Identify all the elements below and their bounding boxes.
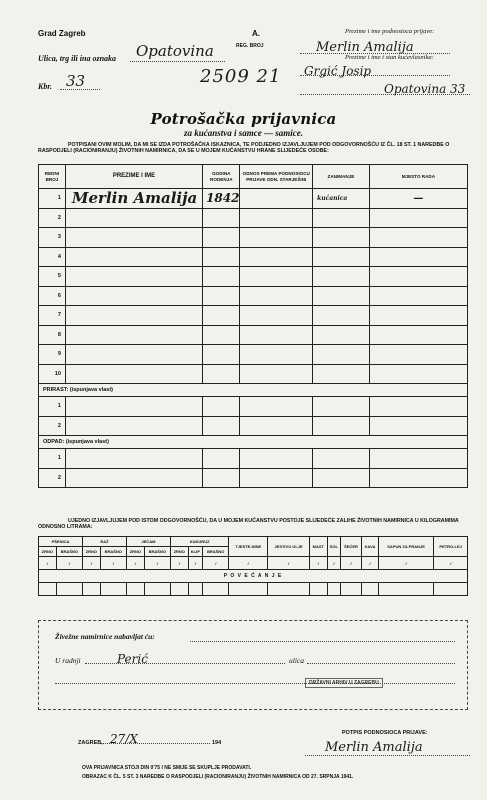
zagreb-label: ZAGREB, bbox=[78, 740, 103, 746]
date-field bbox=[100, 730, 210, 744]
applicant-name-value: Merlin Amalija bbox=[316, 40, 414, 55]
header-relation: ODNOS PREMA PODNOSIOCU PRIJAVE ODN. STARJEŠINI bbox=[240, 165, 313, 189]
person-name bbox=[65, 189, 202, 209]
row-number: 2 bbox=[39, 416, 66, 436]
table-row bbox=[39, 189, 468, 209]
registration-number: 2509 21 bbox=[200, 66, 282, 87]
row-number: 1 bbox=[39, 397, 66, 417]
stock-group: TJESTE-NINE bbox=[229, 537, 268, 557]
row-number: 2 bbox=[39, 208, 66, 228]
street-value: Opatovina bbox=[136, 42, 214, 60]
table-row bbox=[39, 228, 468, 248]
price-note: OVA PRIJAVNICA STOJI DIN 0'75 I NE SMIJE SE SKUPLJE PRODAVATI. bbox=[82, 765, 252, 771]
table-row bbox=[39, 449, 468, 469]
table-row bbox=[39, 286, 468, 306]
landlord-field bbox=[300, 62, 450, 76]
stock-subheader: ZRNO bbox=[39, 547, 57, 557]
person-name-value: Merlin Amalija bbox=[71, 189, 198, 208]
store-value: Perić bbox=[117, 652, 148, 666]
applicant-name-label: Prezime i ime podnosioca prijave: bbox=[345, 28, 435, 35]
row-number: 10 bbox=[39, 364, 66, 384]
row-number: 2 bbox=[39, 468, 66, 488]
table-row bbox=[39, 468, 468, 488]
row-number: 8 bbox=[39, 325, 66, 345]
house-number-field bbox=[60, 72, 100, 90]
table-row bbox=[39, 364, 468, 384]
povecanje-label: P O V E Ć A N J E bbox=[39, 570, 468, 583]
stock-group: RAŽ bbox=[82, 537, 126, 547]
stock-subheader: BRAŠNO bbox=[144, 547, 170, 557]
occupation-value: kućanica bbox=[317, 194, 348, 202]
stock-group: PŠENICA bbox=[39, 537, 83, 547]
table-row bbox=[39, 325, 468, 345]
table-row bbox=[39, 247, 468, 267]
stock-group: KUKURUZ bbox=[170, 537, 228, 547]
reg-broj-label: REG. BROJ bbox=[236, 43, 264, 49]
intro-text: POTPISANI OVIM MOLIM, DA MI SE IZDA POTROŠAČKA ISKAZNICA, TE PODJEDNO IZJAVLJUJEM POD ODGOVORNOŠĆU IZ ČL. 18 ST. 1 NAREDBE O RASPODJELI (RACIONIRANJU) ŽIVOTNIH NAMIRNICA, DA SE U MOJEM KUĆANSTVU HRANE SLIJEDEĆE OSOBE: bbox=[38, 142, 450, 155]
landlord-address-value: Opatovina 33 bbox=[384, 82, 466, 96]
row-number: 5 bbox=[39, 267, 66, 287]
stock-group: ŠEĆER bbox=[340, 537, 361, 557]
stock-subheader: KLIP bbox=[188, 547, 203, 557]
table-row bbox=[39, 397, 468, 417]
stock-text: UJEDNO IZJAVLJUJEM POD ISTOM ODGOVORNOŠĆU, DA U MOJEM KUĆANSTVU POSTOJE SLIJEDEĆE ZALIHE ŽIVOTNIH NAMIRNICA U KILOGRAMIMA ODNOSNO LITRAMA: bbox=[38, 518, 459, 531]
header-work-place: MJESTO RADA bbox=[369, 165, 467, 189]
table-row bbox=[39, 416, 468, 436]
stock-subheader: ZRNO bbox=[126, 547, 144, 557]
header-name: PREZIME I IME bbox=[65, 165, 202, 189]
street-label: Ulica, trg ili ina oznaka bbox=[38, 54, 117, 63]
stock-subheader: BRAŠNO bbox=[56, 547, 82, 557]
date-value: 27/X bbox=[110, 732, 138, 746]
stock-subheader: BRAŠNO bbox=[100, 547, 126, 557]
stock-subheader: ZRNO bbox=[82, 547, 100, 557]
store-street-label: ulica bbox=[289, 656, 304, 665]
city-label: Grad Zagreb bbox=[38, 29, 86, 38]
store-label: U radnji bbox=[55, 656, 81, 665]
stock-group: MAST bbox=[309, 537, 327, 557]
archive-stamp: DRŽAVNI ARHIV U ZAGREBU bbox=[305, 678, 383, 688]
birth-year-value: 1842 bbox=[206, 191, 240, 206]
row-number: 1 bbox=[39, 189, 66, 209]
odpad-label: ODPAD: (ispunjava vlast) bbox=[39, 436, 468, 449]
stock-group: JESTIVO ULJE bbox=[268, 537, 310, 557]
table-row bbox=[39, 306, 468, 326]
work-place-cell bbox=[369, 189, 467, 209]
house-number-label: Kbr. bbox=[38, 82, 53, 91]
stock-subheader: BRAŠNO bbox=[203, 547, 229, 557]
stock-group: SAPUN ZA PRANJE bbox=[378, 537, 433, 557]
form-subtitle: za kućanstva i samce — samice. bbox=[184, 128, 303, 138]
work-place-value: — bbox=[413, 192, 424, 204]
supply-label: Živežne namirnice nabavljat ću: bbox=[55, 632, 155, 641]
landlord-value: Grgić Josip bbox=[304, 64, 372, 78]
row-number: 6 bbox=[39, 286, 66, 306]
signature-label: POTPIS PODNOSIOCA PRIJAVE: bbox=[342, 730, 428, 736]
house-number-value: 33 bbox=[66, 72, 86, 90]
table-row bbox=[39, 267, 468, 287]
header-row-number: REDNI BROJ bbox=[39, 165, 66, 189]
row-number: 1 bbox=[39, 449, 66, 469]
year-suffix: 194 bbox=[212, 740, 222, 746]
landlord-label: Prezime i ime i stan kućevlasnika: bbox=[345, 54, 434, 61]
signature-value: Merlin Amalija bbox=[325, 740, 423, 755]
header-birth-year: GODINA RODENJA bbox=[203, 165, 240, 189]
stock-subheader: ZRNO bbox=[170, 547, 188, 557]
row-number: 9 bbox=[39, 345, 66, 365]
header-occupation: ZANIMANJE bbox=[313, 165, 370, 189]
signature-field bbox=[305, 738, 470, 756]
applicant-name-field bbox=[300, 38, 450, 54]
store-field bbox=[85, 650, 285, 664]
row-number: 7 bbox=[39, 306, 66, 326]
street-field bbox=[130, 42, 225, 62]
table-row bbox=[39, 345, 468, 365]
landlord-address-field bbox=[300, 80, 470, 95]
regulation-note: OBRAZAC K ČL. 5 ST. 3 NAREDBE O RASPODJELI (RACIONIRANJU) ŽIVOTNIH NAMIRNICA OD 27. SRPNJA 1941. bbox=[82, 774, 354, 780]
prirast-label: PRIRAST: (ispunjava vlast) bbox=[39, 384, 468, 397]
relation-cell bbox=[240, 189, 313, 209]
persons-table bbox=[38, 164, 468, 488]
supply-line bbox=[190, 636, 455, 642]
a-label: A. bbox=[252, 29, 260, 38]
stock-group: KAVA bbox=[362, 537, 379, 557]
blank-line bbox=[55, 676, 455, 684]
occupation-cell bbox=[313, 189, 370, 209]
birth-year bbox=[203, 189, 240, 209]
row-number: 4 bbox=[39, 247, 66, 267]
stock-group: JEČAM bbox=[126, 537, 170, 547]
store-street-field bbox=[307, 650, 455, 664]
row-number: 3 bbox=[39, 228, 66, 248]
form-title: Potrošačka prijavnica bbox=[150, 110, 337, 128]
stock-group: SOL bbox=[327, 537, 340, 557]
table-row bbox=[39, 208, 468, 228]
stock-group: PETRO-LEJ bbox=[434, 537, 468, 557]
stock-table: PŠENICA RAŽ JEČAM KUKURUZ TJESTE-NINE JESTIVO ULJE MAST SOL ŠEĆER KAVA SAPUN ZA PRANJE PETRO-LEJ ZRNO BRAŠNO ZRNO BRAŠNO ZRNO BRAŠNO ZRNO KLIP BRAŠNO / / / / / / / / / / / / / / / / / P O V E Ć A N J E bbox=[38, 536, 468, 596]
